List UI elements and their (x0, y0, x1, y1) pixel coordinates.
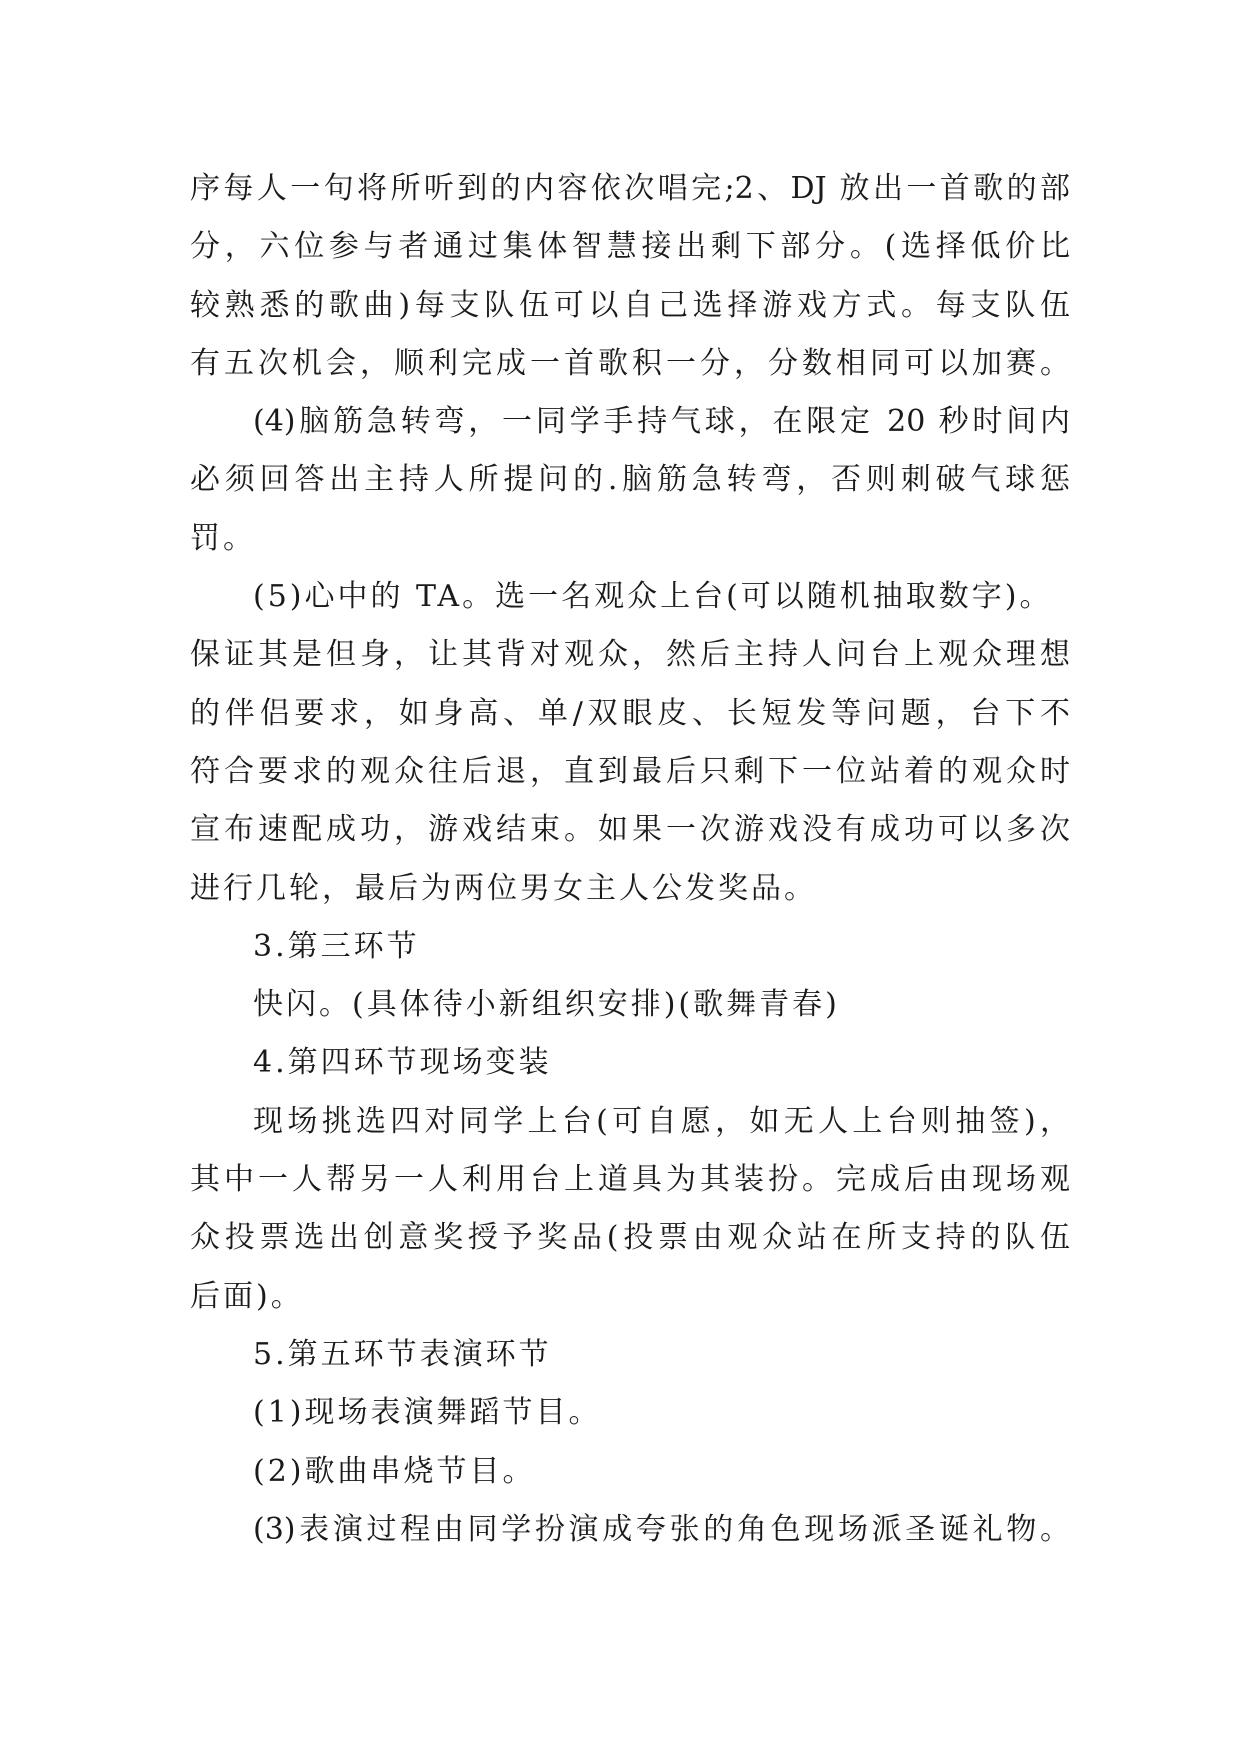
paragraph-line: 的伴侣要求，如身高、单/双眼皮、长短发等问题，台下不 (190, 695, 1070, 731)
paragraph-line: 序每人一句将所听到的内容依次唱完;2、DJ 放出一首歌的部 (190, 171, 1070, 206)
paragraph-line: 快闪。(具体待小新组织安排)(歌舞青春) (253, 987, 840, 1023)
section-heading: 5.第五环节表演环节 (253, 1336, 552, 1372)
paragraph-line: 现场挑选四对同学上台(可自愿，如无人上台则抽签)， (253, 1103, 1070, 1139)
list-item: (1)现场表演舞蹈节目。 (253, 1395, 602, 1431)
paragraph-line: 后面)。 (190, 1278, 304, 1314)
paragraph-line: 众投票选出创意奖授予奖品(投票由观众站在所支持的队伍 (190, 1220, 1070, 1256)
paragraph-line: 较熟悉的歌曲)每支队伍可以自己选择游戏方式。每支队伍 (190, 287, 1070, 323)
paragraph-line: 宣布速配成功，游戏结束。如果一次游戏没有成功可以多次 (190, 812, 1070, 848)
list-item: (2)歌曲串烧节目。 (253, 1453, 536, 1489)
paragraph-line: (4)脑筋急转弯，一同学手持气球，在限定 20 秒时间内 (253, 404, 1070, 440)
paragraph-line: 其中一人帮另一人利用台上道具为其装扮。完成后由现场观 (190, 1162, 1070, 1198)
document-body (190, 160, 1070, 1559)
paragraph-line: 进行几轮，最后为两位男女主人公发奖品。 (190, 870, 817, 906)
section-heading: 4.第四环节现场变装 (253, 1045, 552, 1081)
paragraph-line: 保证其是但身，让其背对观众，然后主持人问台上观众理想 (190, 637, 1070, 673)
paragraph-line: 罚。 (190, 520, 256, 556)
paragraph-line: 必须回答出主持人所提问的.脑筋急转弯，否则刺破气球惩 (190, 462, 1070, 498)
list-item: (3)表演过程由同学扮演成夸张的角色现场派圣诞礼物。 (253, 1511, 1070, 1547)
paragraph-line: (5)心中的 TA。选一名观众上台(可以随机抽取数字)。 (253, 579, 1053, 615)
section-heading: 3.第三环节 (253, 928, 420, 964)
paragraph-line: 有五次机会，顺利完成一首歌积一分，分数相同可以加赛。 (190, 345, 1070, 381)
paragraph-line: 分，六位参与者通过集体智慧接出剩下部分。(选择低价比 (190, 229, 1070, 265)
paragraph-line: 符合要求的观众往后退，直到最后只剩下一位站着的观众时 (190, 753, 1070, 789)
